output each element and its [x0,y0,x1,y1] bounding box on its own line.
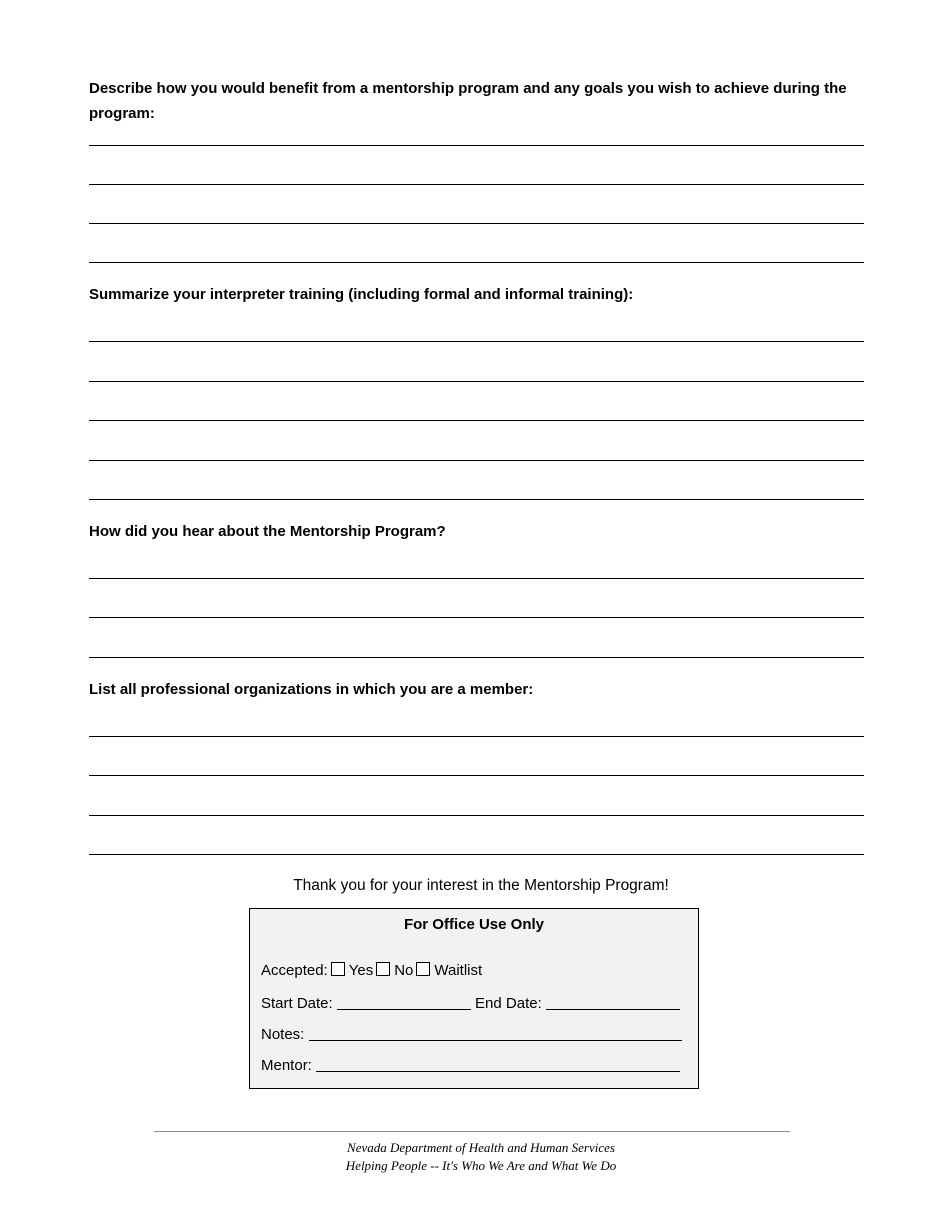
start-date-label: Start Date: [261,995,333,1012]
question-benefit-goals: Describe how you would benefit from a mentorship program and any goals you wish to achieve during the program: [89,80,847,122]
office-use-title: For Office Use Only [403,916,545,933]
yes-checkbox[interactable] [331,962,345,976]
answer-line[interactable] [89,854,864,855]
office-use-box [249,908,699,1089]
mentor-field[interactable] [316,1057,680,1072]
end-date-label: End Date: [475,995,542,1012]
answer-line[interactable] [89,499,864,500]
answer-line[interactable] [89,262,864,263]
no-option-label: No [394,962,414,979]
accepted-row [261,961,482,981]
mentor-row [261,1056,680,1076]
answer-line[interactable] [89,736,864,737]
answer-line[interactable] [89,460,864,461]
answer-line[interactable] [89,420,864,421]
waitlist-option-label: Waitlist [434,962,483,979]
start-date-field[interactable] [337,995,471,1010]
footer-tagline: Helping People -- It's Who We Are and What We Do [345,1157,617,1173]
footer-organization: Nevada Department of Health and Human Services [347,1140,615,1155]
end-date-field[interactable] [546,995,680,1010]
answer-line[interactable] [89,775,864,776]
answer-line[interactable] [89,223,864,224]
notes-row [261,1025,682,1045]
answer-line[interactable] [89,815,864,816]
answer-line[interactable] [89,578,864,579]
dates-row [261,994,680,1014]
answer-line[interactable] [89,341,864,342]
yes-option-label: Yes [348,962,374,979]
notes-label: Notes: [261,1026,305,1043]
answer-line[interactable] [89,657,864,658]
notes-field[interactable] [309,1026,682,1041]
answer-line[interactable] [89,617,864,618]
accepted-label: Accepted: [261,962,328,979]
no-checkbox[interactable] [376,962,390,976]
question-interpreter-training: Summarize your interpreter training (including formal and informal training): [89,286,634,303]
answer-line[interactable] [89,184,864,185]
waitlist-checkbox[interactable] [416,962,430,976]
footer [0,1139,950,1174]
mentor-label: Mentor: [261,1057,312,1074]
answer-line[interactable] [89,381,864,382]
question-hear-about: How did you hear about the Mentorship Program? [89,523,446,540]
question-professional-organizations: List all professional organizations in which you are a member: [89,681,534,698]
answer-line[interactable] [89,145,864,146]
footer-divider [154,1131,790,1132]
thank-you-message: Thank you for your interest in the Mentorship Program! [293,877,669,894]
